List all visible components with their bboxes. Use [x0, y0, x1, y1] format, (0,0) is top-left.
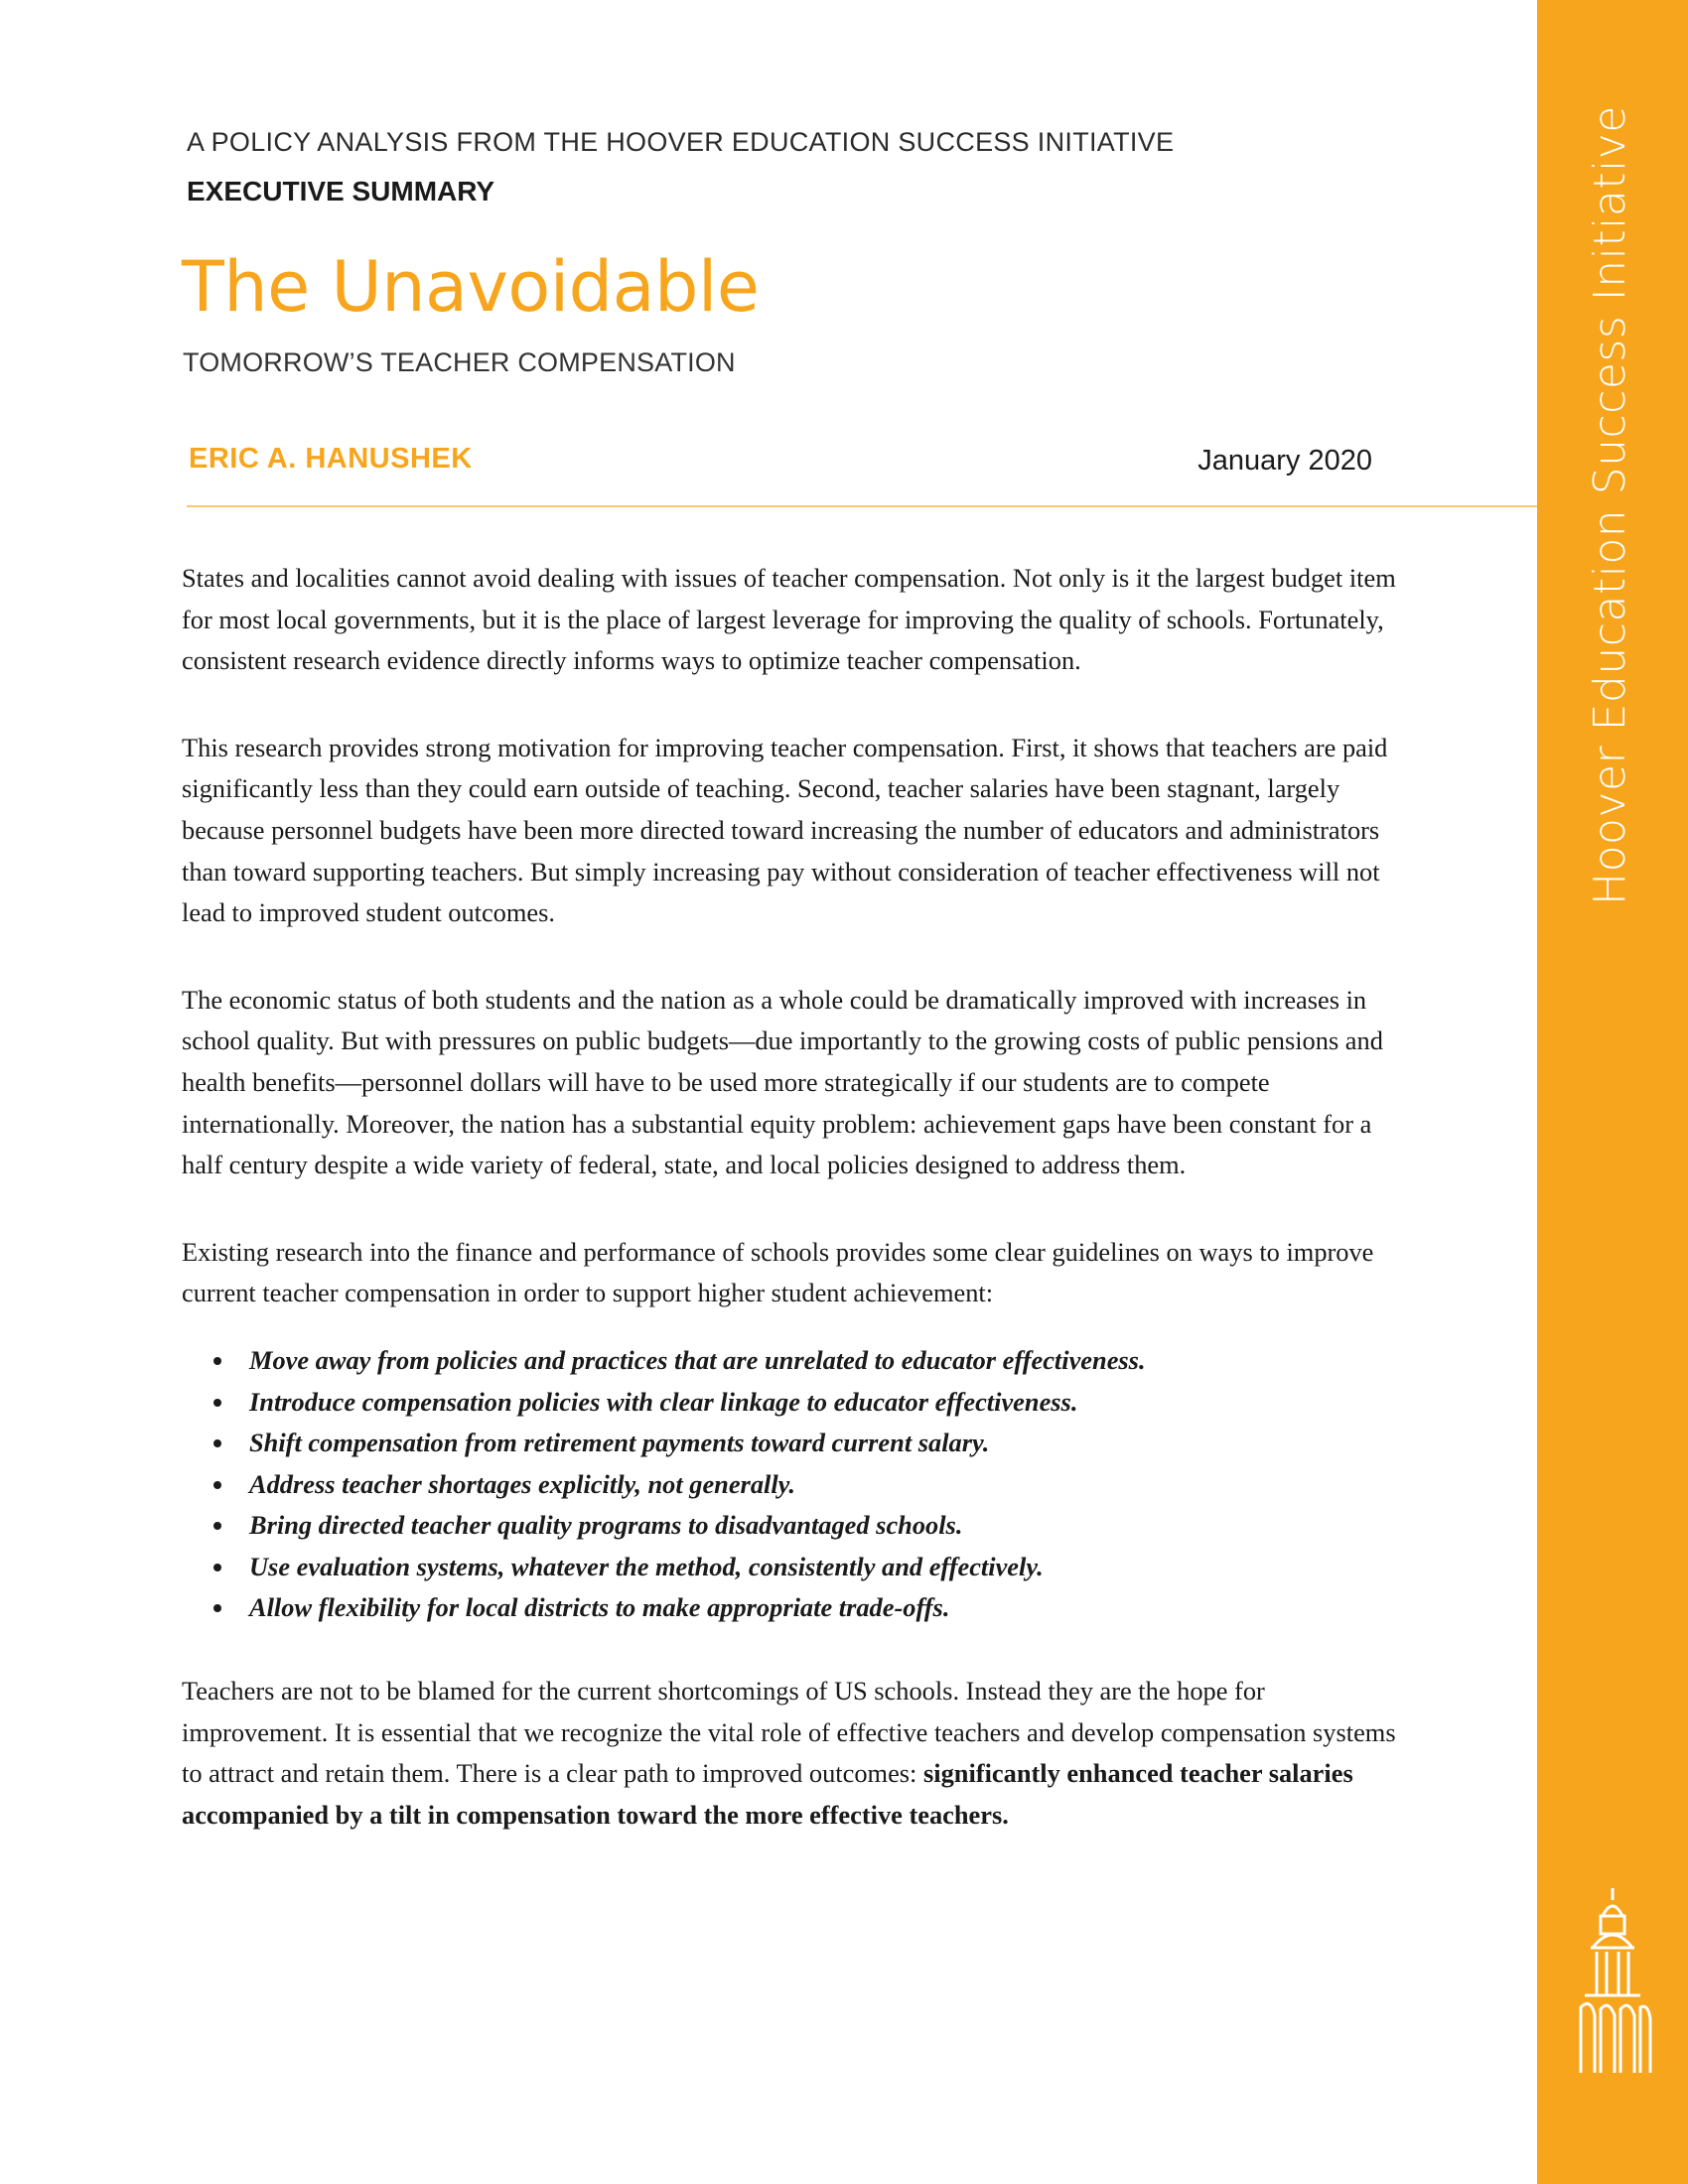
header-block: [187, 127, 1418, 207]
sidebar-title: Hoover Education Success Initiative: [1585, 105, 1635, 905]
list-item: Bring directed teacher quality programs to disadvantaged schools.: [213, 1505, 1403, 1547]
paragraph-3: The economic status of both students and the nation as a whole could be dramatically improved with increases in school quality. But with pressures on public budgets—due importantly to the growing costs of public pensions and health benefits—personnel dollars will have to be used more strategically if our students are to compete internationally. Moreover, the nation has a substantial equity problem: achievement gaps have been constant for a half century despite a wide variety of federal, state, and local policies designed to address them.: [182, 984, 1383, 1180]
bullet-icon: [213, 1522, 221, 1530]
publication-date: January 2020: [1197, 445, 1372, 477]
bullet-icon: [213, 1604, 221, 1612]
list-item: Move away from policies and practices that are unrelated to educator effectiveness.: [213, 1340, 1403, 1382]
list-item: Shift compensation from retirement payments toward current salary.: [213, 1423, 1403, 1464]
document-title: The Unavoidable: [182, 246, 760, 328]
list-item: Allow flexibility for local districts to make appropriate trade-offs.: [213, 1587, 1403, 1629]
series-label: A POLICY ANALYSIS FROM THE HOOVER EDUCATION SUCCESS INITIATIVE: [187, 127, 1175, 157]
list-item: Use evaluation systems, whatever the method, consistently and effectively.: [213, 1547, 1403, 1588]
hoover-tower-icon: [1563, 1886, 1662, 2075]
paragraph-2: This research provides strong motivation for improving teacher compensation. First, it shows that teachers are paid significantly less than they could earn outside of teaching. Second, teacher salaries have been stagnant, largely because personnel budgets have been more directed toward increasing the number of educators and administrators than toward supporting teachers. But simply increasing pay without consideration of teacher effectiveness will not lead to improved student outcomes.: [182, 732, 1388, 928]
paragraph-5-emphasis: significantly enhanced teacher salaries accompanied by a tilt in compensation toward the more effective teachers.: [182, 1758, 1353, 1830]
paragraph-5: [182, 1671, 1403, 1836]
executive-summary-label: EXECUTIVE SUMMARY: [187, 176, 495, 206]
paragraph-5-text: Teachers are not to be blamed for the current shortcomings of US schools. Instead they are the hope for improvement. It is essential that we recognize the vital role of effective teachers and develop compensation systems to attract and retain them. There is a clear path to improved outcomes:: [182, 1676, 1396, 1789]
bullet-icon: [213, 1357, 221, 1365]
bullet-icon: [213, 1564, 221, 1571]
bullet-icon: [213, 1439, 221, 1447]
body-text: [182, 558, 1403, 1881]
header-divider: [187, 505, 1537, 507]
recommendations-list: [182, 1340, 1403, 1629]
list-item: Address teacher shortages explicitly, not generally.: [213, 1464, 1403, 1506]
document-subtitle: TOMORROW’S TEACHER COMPENSATION: [183, 347, 736, 377]
bullet-icon: [213, 1481, 221, 1489]
list-item: Introduce compensation policies with clear linkage to educator effectiveness.: [213, 1382, 1403, 1424]
paragraph-1: States and localities cannot avoid dealing with issues of teacher compensation. Not only is it the largest budget item for most local governments, but it is the place of largest leverage for improving the quality of schools. Fortunately, consistent research evidence directly informs ways to optimize teacher compensation.: [182, 563, 1396, 676]
bullet-icon: [213, 1399, 221, 1407]
sidebar: [1537, 0, 1688, 2184]
author-name: ERIC A. HANUSHEK: [189, 443, 473, 475]
paragraph-4: Existing research into the finance and performance of schools provides some clear guidelines on ways to improve current teacher compensation in order to support higher student achievement:: [182, 1236, 1374, 1308]
